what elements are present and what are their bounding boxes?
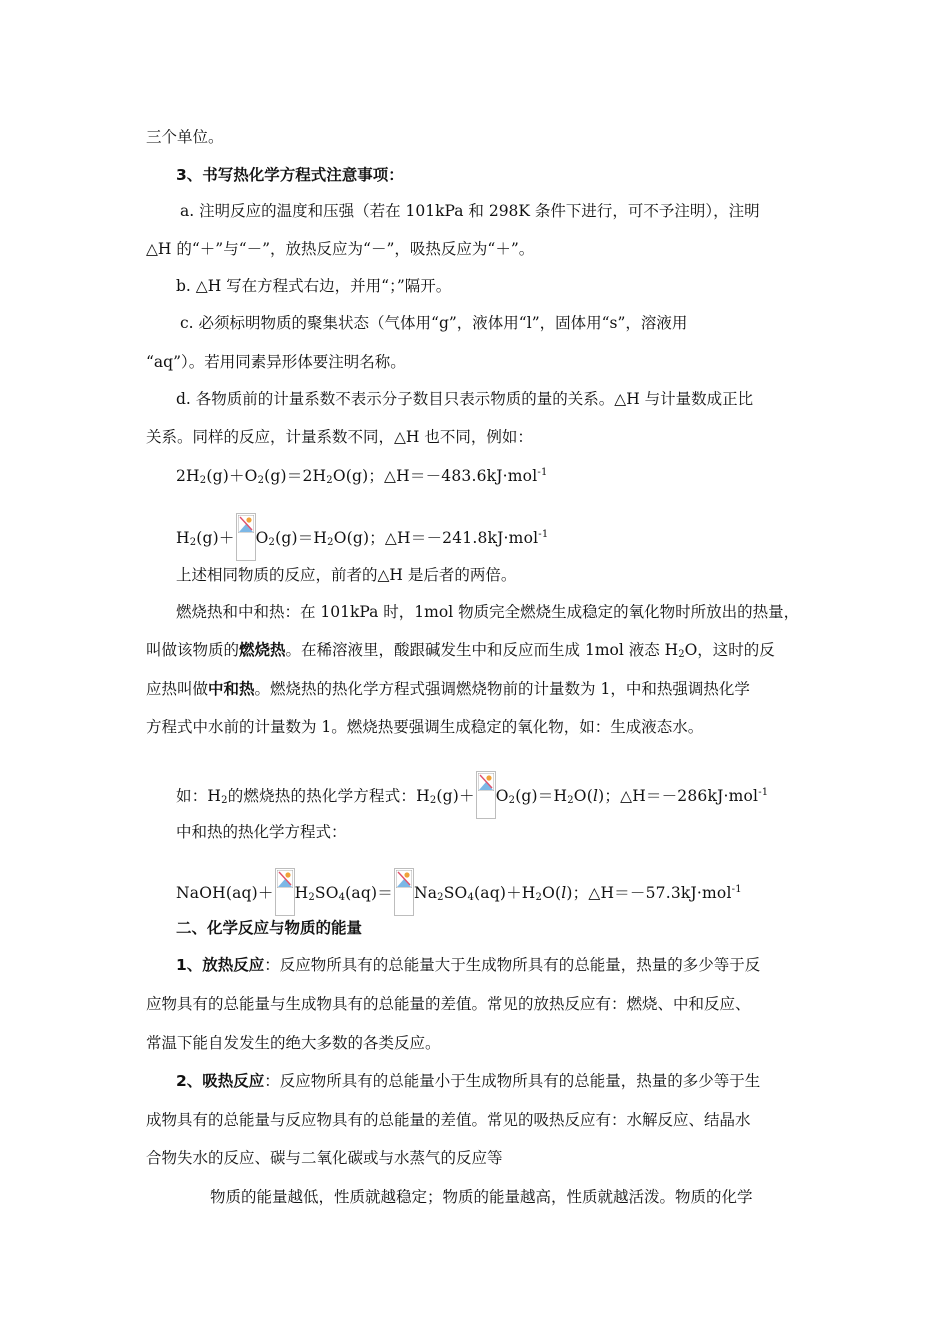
- text-line: 方程式中水前的计量数为 1。燃烧热要强调生成稳定的氧化物，如：生成液态水。: [146, 718, 704, 736]
- fraction-image-icon: [476, 771, 496, 819]
- text-line: c. 必须标明物质的聚集状态（气体用“g”，液体用“l”，固体用“s”，溶液用: [180, 314, 688, 332]
- equation-1: $2H_2(g)+O_2(g)=2H_2O(g)$；△H＝－483.6kJ·mol$^{-1}$: [176, 467, 548, 486]
- text-line: b. △H 写在方程式右边，并用“；”隔开。: [176, 277, 452, 295]
- fraction-image-icon: [236, 513, 256, 561]
- section-heading: 3、书写热化学方程式注意事项：: [176, 166, 404, 184]
- text-line: 应物具有的总能量与生成物具有的总能量的差值。常见的放热反应有：燃烧、中和反应、: [146, 995, 751, 1013]
- text-line: 中和热的热化学方程式：: [176, 823, 347, 841]
- text-line: 合物失水的反应、碳与二氧化碳或与水蒸气的反应等: [146, 1149, 503, 1167]
- text-line: d. 各物质前的计量系数不表示分子数目只表示物质的量的关系。△H 与计量数成正比: [176, 390, 754, 408]
- text-line: 关系。同样的反应，计量系数不同，△H 也不同，例如：: [146, 428, 533, 446]
- fraction-image-icon: [394, 868, 414, 916]
- text-line: 三个单位。: [146, 128, 224, 146]
- section-heading: 二、化学反应与物质的能量: [176, 919, 363, 937]
- text-line: 物质的能量越低，性质就越稳定；物质的能量越高，性质就越活泼。物质的化学: [210, 1188, 753, 1206]
- text-line: a. 注明反应的温度和压强（若在 101kPa 和 298K 条件下进行，可不予注明），注明: [180, 202, 760, 220]
- text-line: 应热叫做中和热。燃烧热的热化学方程式强调燃烧物前的计量数为 1，中和热强调热化学: [146, 680, 750, 698]
- text-line: 1、放热反应：反应物所具有的总能量大于生成物所具有的总能量，热量的多少等于反: [176, 956, 761, 974]
- text-line: 叫做该物质的燃烧热。在稀溶液里，酸跟碱发生中和反应而生成 1mol 液态 $H_2O$，这时的反: [146, 641, 775, 660]
- text-line: 2、吸热反应：反应物所具有的总能量小于生成物所具有的总能量，热量的多少等于生: [176, 1072, 761, 1090]
- equation-3: 如：$H_2$的燃烧热的热化学方程式：$H_2(g)+$ $O_2(g)=H_2O(l)$；△H＝－286kJ·mol$^{-1}$: [176, 771, 768, 819]
- equation-4: NaOH(aq)＋ $H_2SO_4(aq)=$ $Na_2SO_4(aq)+H_2O(l)$；△H＝－57.3kJ·mol$^{-1}$: [176, 868, 742, 916]
- equation-2: $H_2(g)+$ $O_2(g)=H_2O(g)$；△H＝－241.8kJ·mol$^{-1}$: [176, 513, 548, 561]
- text-line: 成物具有的总能量与反应物具有的总能量的差值。常见的吸热反应有：水解反应、结晶水: [146, 1111, 751, 1129]
- bold-term-endothermic: 2、吸热反应: [176, 1072, 265, 1090]
- bold-term-neutralization-heat: 中和热: [208, 680, 255, 698]
- bold-term-exothermic: 1、放热反应: [176, 956, 265, 974]
- text-line: 燃烧热和中和热：在 101kPa 时，1mol 物质完全燃烧生成稳定的氧化物时所放出的热量，: [176, 603, 800, 621]
- text-line: △H 的“＋”与“－”，放热反应为“－”，吸热反应为“＋”。: [146, 240, 535, 258]
- bold-term-combustion-heat: 燃烧热: [239, 641, 286, 659]
- text-line: 常温下能自发发生的绝大多数的各类反应。: [146, 1034, 441, 1052]
- text-line: “aq”）。若用同素异形体要注明名称。: [146, 353, 406, 371]
- text-line: 上述相同物质的反应，前者的△H 是后者的两倍。: [176, 566, 517, 584]
- fraction-image-icon: [275, 868, 295, 916]
